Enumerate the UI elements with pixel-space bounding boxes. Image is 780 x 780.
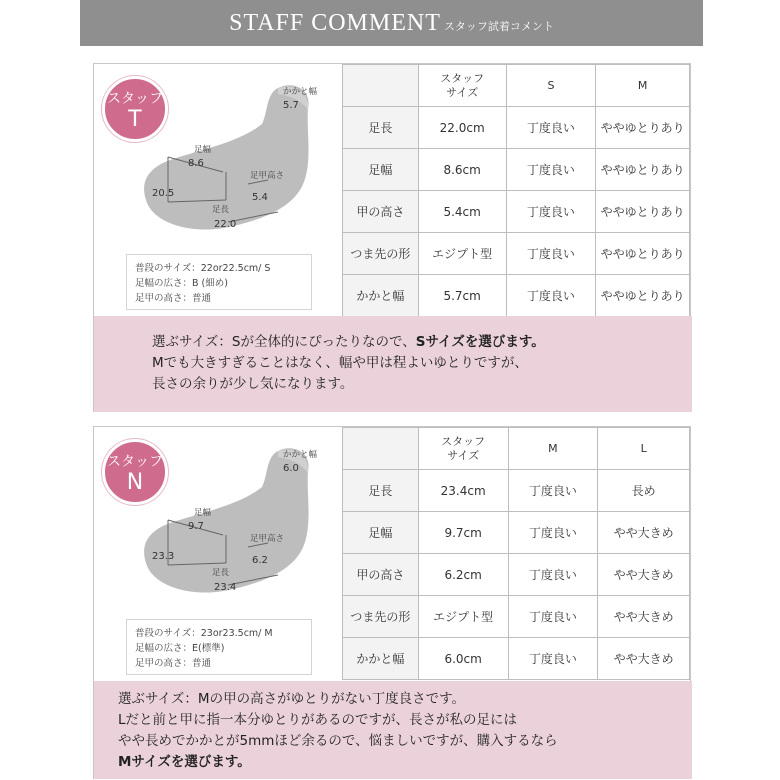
- chosen-size: Mサイズを選びます。: [118, 754, 251, 770]
- row-label: 甲の高さ: [343, 191, 419, 233]
- header-title-jp: スタッフ試着コメント: [443, 20, 554, 33]
- heel-width-value: 5.7: [283, 100, 299, 111]
- instep-height-type: 足甲の高さ：普通: [135, 293, 212, 304]
- foot-width-label: 足幅: [194, 145, 212, 155]
- header-staff-size: スタッフ サイズ: [418, 428, 508, 470]
- usual-size: 普段のサイズ：23or23.5cm/ M: [135, 628, 273, 639]
- table-row: 足幅 9.7cm 丁度良い やや大きめ: [343, 512, 690, 554]
- row-label: かかと幅: [343, 638, 419, 680]
- heel-width-value: 6.0: [283, 463, 299, 474]
- staff-t-comment: 選ぶサイズ：Sが全体的にぴったりなので、Sサイズを選びます。 Mでも大きすぎることはなく、幅や甲は程よいゆとりですが、 長さの余りが少し気になります。: [94, 316, 692, 412]
- row-label: つま先の形: [343, 233, 419, 275]
- staff-t-foot-image: [98, 68, 336, 312]
- staff-t-badge: [102, 76, 168, 142]
- table-row: 足幅 8.6cm 丁度良い ややゆとりあり: [343, 149, 690, 191]
- row-label: かかと幅: [343, 275, 419, 317]
- header-title-en: STAFF COMMENT: [229, 9, 441, 36]
- instep-value: 6.2: [252, 555, 268, 566]
- badge-letter: T: [128, 107, 142, 132]
- row-label: 足幅: [343, 512, 419, 554]
- staff-n-section: [93, 426, 691, 779]
- staff-t-size-table: [342, 64, 690, 317]
- usual-size: 普段のサイズ：22or22.5cm/ S: [135, 263, 271, 274]
- staff-n-badge: [102, 439, 168, 505]
- table-row: 足長 23.4cm 丁度良い 長め: [343, 470, 690, 512]
- chosen-size: Sサイズを選びます。: [415, 334, 545, 350]
- length-label: 足長: [212, 205, 230, 215]
- heel-width-label: かかと幅: [283, 87, 318, 97]
- foot-width-value: 9.7: [188, 521, 204, 532]
- length-label: 足長: [212, 568, 230, 578]
- staff-n-foot-image: [98, 431, 336, 681]
- staff-n-size-table: [342, 427, 690, 680]
- row-label: つま先の形: [343, 596, 419, 638]
- table-row: 足長 22.0cm 丁度良い ややゆとりあり: [343, 107, 690, 149]
- heel-width-label: かかと幅: [283, 450, 318, 460]
- foot-width-type: 足幅の広さ：B (細め): [135, 278, 228, 289]
- badge-letter: N: [126, 470, 144, 495]
- staff-n-comment: 選ぶサイズ：Mの甲の高さがゆとりがない丁度良さです。 Lだと前と甲に指一本分ゆとりがあるのですが、長さが私の足には やや長めでかかとが5mmほど余るので、悩ましいですが、購入するなら Mサイズを選びます。: [94, 681, 692, 779]
- staff-n-info: [126, 619, 312, 675]
- table-row: かかと幅 5.7cm 丁度良い ややゆとりあり: [343, 275, 690, 317]
- foot-width-type: 足幅の広さ：E(標準): [135, 643, 225, 654]
- header-size-m: M: [596, 65, 690, 107]
- badge-staff-label: スタッフ: [107, 91, 163, 107]
- instep-label: 足甲高さ: [250, 534, 285, 544]
- instep-value: 5.4: [252, 192, 268, 203]
- instep-height-type: 足甲の高さ：普通: [135, 658, 212, 669]
- row-label: 足長: [343, 470, 419, 512]
- table-row: 甲の高さ 6.2cm 丁度良い やや大きめ: [343, 554, 690, 596]
- table-row: 甲の高さ 5.4cm 丁度良い ややゆとりあり: [343, 191, 690, 233]
- table-row: かかと幅 6.0cm 丁度良い やや大きめ: [343, 638, 690, 680]
- staff-t-info: [126, 254, 312, 310]
- header-size-l: L: [598, 428, 690, 470]
- staff-t-section: [93, 63, 691, 412]
- table-row: つま先の形 エジプト型 丁度良い ややゆとりあり: [343, 233, 690, 275]
- ball-value: 20.5: [152, 188, 175, 199]
- header-size-m: M: [508, 428, 598, 470]
- foot-width-value: 8.6: [188, 158, 204, 169]
- length-value: 23.4: [214, 582, 237, 593]
- row-label: 甲の高さ: [343, 554, 419, 596]
- header-staff-size: スタッフ サイズ: [418, 65, 506, 107]
- staff-comment-header: [80, 0, 703, 46]
- row-label: 足幅: [343, 149, 419, 191]
- length-value: 22.0: [214, 219, 237, 230]
- ball-value: 23.3: [152, 551, 175, 562]
- row-label: 足長: [343, 107, 419, 149]
- table-row: つま先の形 エジプト型 丁度良い やや大きめ: [343, 596, 690, 638]
- badge-staff-label: スタッフ: [107, 454, 163, 470]
- header-size-s: S: [506, 65, 596, 107]
- foot-width-label: 足幅: [194, 508, 212, 518]
- instep-label: 足甲高さ: [250, 171, 285, 181]
